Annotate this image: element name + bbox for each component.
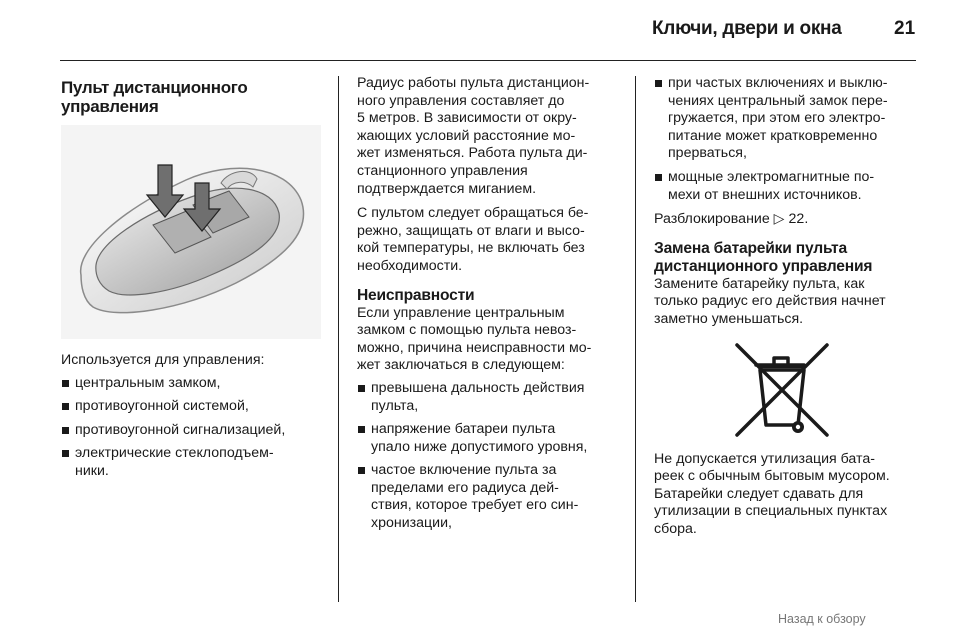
back-to-overview-link[interactable]: Назад к обзору — [778, 612, 866, 626]
care-paragraph: С пультом следует обращаться бе- режно, защищать от влаги и высо- кой температуры, не включать без необходимости. — [357, 205, 589, 274]
disposal-paragraph: Не допускается утилизация бата- реек с обычным бытовым мусором. Батарейки следует сдавать для утилизации в специальных пунктах сбора. — [654, 450, 890, 537]
list-item: центральным замком, — [61, 375, 329, 393]
usage-list — [61, 375, 329, 481]
battery-replacement-paragraph: Замените батарейку пульта, как только радиус его действия начнет заметно уменьшаться. — [654, 275, 886, 327]
list-item: противоугонной системой, — [61, 398, 329, 416]
column-divider-right — [635, 76, 636, 602]
range-paragraph: Радиус работы пульта дистанцион- ного управления составляет до 5 метров. В зависимости от окру- жающих условий расстояние мо- жет изменяться. Работа пульта ди- станционного управления подтверждается миганием. — [357, 75, 590, 197]
crossed-out-bin-icon — [730, 337, 834, 441]
malfunction-causes-list-continued — [654, 75, 924, 204]
malfunctions-heading: Неисправности — [357, 286, 475, 304]
list-item: противоугонной сигнализацией, — [61, 422, 329, 440]
intro-text: Используется для управления: — [61, 352, 265, 368]
list-item: частое включение пульта за пределами его радиуса дей- ствия, которое требует его син- хронизации, — [357, 462, 629, 532]
crossed-out-bin-graphic — [730, 337, 834, 441]
remote-key-illustration — [61, 125, 321, 339]
list-item: мощные электромагнитные по- мехи от внешних источников. — [654, 169, 924, 204]
list-item: электрические стеклоподъем- ники. — [61, 445, 329, 480]
malfunctions-paragraph: Если управление центральным замком с помощью пульта невоз- можно, причина неисправности мо- жет заключаться в следующем: — [357, 304, 592, 374]
list-item: при частых включениях и выклю- чениях центральный замок пере- гружается, при этом его электро- питание может кратковременно прерваться, — [654, 75, 924, 163]
column-divider-left — [338, 76, 339, 602]
page-number: 21 — [894, 18, 916, 39]
column-middle — [357, 75, 629, 533]
column-left — [61, 78, 329, 481]
page-reference-arrow-icon: ▷ — [773, 211, 785, 228]
remote-control-heading: Пульт дистанционного управления — [61, 78, 248, 116]
column-right — [654, 75, 924, 539]
unlock-reference[interactable]: Разблокирование ▷ 22. — [654, 211, 809, 228]
remote-key-image — [61, 125, 321, 339]
section-title: Ключи, двери и окна — [652, 18, 842, 39]
battery-replacement-heading: Замена батарейки пульта дистанционного управления — [654, 239, 873, 275]
malfunction-causes-list — [357, 380, 629, 533]
list-item: напряжение батареи пульта упало ниже допустимого уровня, — [357, 421, 629, 456]
header-divider — [60, 60, 916, 61]
list-item: превышена дальность действия пульта, — [357, 380, 629, 415]
